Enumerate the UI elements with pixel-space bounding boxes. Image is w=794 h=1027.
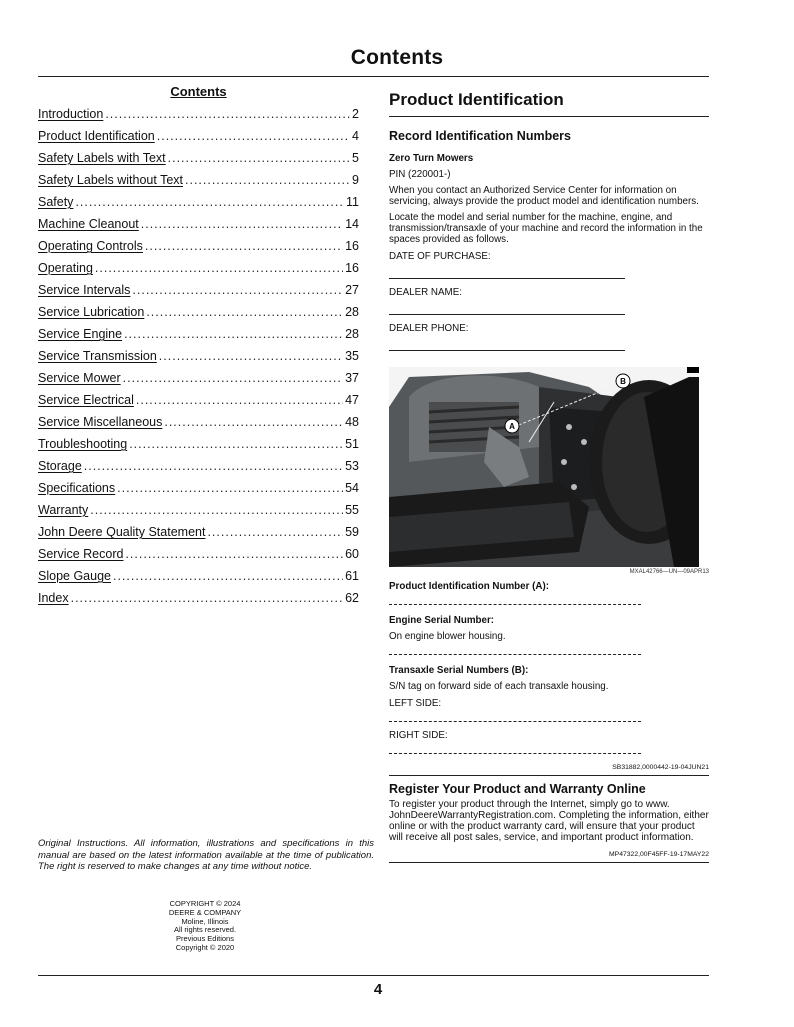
dealer-phone-line	[389, 350, 625, 351]
copyright-line: DEERE & COMPANY	[168, 907, 242, 917]
toc-leader-dots	[157, 129, 350, 143]
date-of-purchase-line	[389, 278, 625, 279]
toc-item[interactable]	[38, 349, 359, 371]
table-of-contents	[38, 84, 359, 613]
toc-item-page: 54	[345, 481, 359, 495]
toc-leader-dots	[132, 283, 343, 297]
toc-item[interactable]	[38, 107, 359, 129]
toc-item[interactable]	[38, 481, 359, 503]
toc-item[interactable]	[38, 525, 359, 547]
toc-item-page: 2	[352, 107, 359, 121]
toc-item[interactable]	[38, 283, 359, 305]
toc-item-page: 62	[345, 591, 359, 605]
toc-item-label[interactable]: Introduction	[38, 107, 104, 121]
toc-item[interactable]	[38, 415, 359, 437]
copyright-block	[150, 900, 260, 953]
pin-range: PIN (220001-)	[389, 169, 451, 180]
toc-leader-dots	[146, 305, 343, 319]
toc-item-label[interactable]: Storage	[38, 459, 82, 473]
toc-heading: Contents	[170, 84, 227, 99]
toc-item-label[interactable]: John Deere Quality Statement	[38, 525, 206, 539]
left-side-blank	[389, 721, 641, 722]
copyright-line: Moline, Illinois	[181, 916, 229, 926]
engine-serial-blank	[389, 654, 641, 655]
toc-item-label[interactable]: Service Transmission	[38, 349, 157, 363]
toc-item-page: 11	[346, 195, 359, 209]
toc-item[interactable]	[38, 305, 359, 327]
toc-leader-dots	[123, 371, 343, 385]
toc-item-page: 53	[345, 459, 359, 473]
register-title: Register Your Product and Warranty Online	[389, 782, 646, 796]
section-rule	[389, 116, 709, 117]
toc-leader-dots	[105, 107, 350, 121]
section-reference-code: SB31882,0000442-19-04JUN21	[612, 764, 709, 771]
dealer-name-line	[389, 314, 625, 315]
toc-item-label[interactable]: Safety	[38, 195, 74, 209]
left-side-label: LEFT SIDE:	[389, 698, 442, 709]
toc-item-label[interactable]: Product Identification	[38, 129, 155, 143]
toc-item[interactable]	[38, 217, 359, 239]
toc-leader-dots	[75, 195, 344, 209]
toc-leader-dots	[141, 217, 343, 231]
right-side-blank	[389, 753, 641, 754]
mower-engine-figure	[389, 367, 699, 567]
footer-rule	[38, 975, 709, 976]
section-title: Product Identification	[389, 90, 564, 109]
toc-item-page: 16	[345, 239, 359, 253]
toc-item-label[interactable]: Troubleshooting	[38, 437, 128, 451]
toc-item-label[interactable]: Service Lubrication	[38, 305, 145, 319]
toc-item[interactable]	[38, 239, 359, 261]
transaxle-serial-note: S/N tag on forward side of each transaxle housing.	[389, 681, 609, 692]
toc-item-page: 59	[345, 525, 359, 539]
engine-serial-label: Engine Serial Number:	[389, 615, 495, 626]
toc-item-page: 28	[345, 327, 359, 341]
toc-item-page: 5	[352, 151, 359, 165]
toc-item[interactable]	[38, 327, 359, 349]
toc-leader-dots	[145, 239, 343, 253]
toc-item-label[interactable]: Service Electrical	[38, 393, 134, 407]
toc-item[interactable]	[38, 261, 359, 283]
toc-item-page: 60	[345, 547, 359, 561]
toc-item[interactable]	[38, 371, 359, 393]
toc-item[interactable]	[38, 503, 359, 525]
model-name: Zero Turn Mowers	[389, 153, 474, 164]
toc-item-page: 55	[345, 503, 359, 517]
toc-item-label[interactable]: Service Engine	[38, 327, 123, 341]
toc-list	[38, 107, 359, 613]
toc-item[interactable]	[38, 129, 359, 151]
copyright-line: All rights reserved.	[173, 925, 237, 935]
toc-item-page: 27	[345, 283, 359, 297]
dealer-phone-label: DEALER PHONE:	[389, 323, 469, 334]
toc-item-page: 9	[352, 173, 359, 187]
transaxle-serial-label: Transaxle Serial Numbers (B):	[389, 665, 529, 676]
toc-item-label[interactable]: Safety Labels with Text	[38, 151, 166, 165]
toc-item[interactable]	[38, 459, 359, 481]
toc-leader-dots	[185, 173, 350, 187]
header-rule	[38, 76, 709, 77]
figure-caption: MXAL42766—UN—09APR13	[629, 569, 709, 575]
pin-blank	[389, 604, 641, 605]
original-instructions-notice: Original Instructions. All information, illustrations and specifications in this manual are based on the latest information available at the time of publication. The right is reserved to make changes at any time without notice.	[38, 838, 374, 872]
register-end-rule	[389, 862, 709, 863]
toc-item-label[interactable]: Operating Controls	[38, 239, 143, 253]
toc-item[interactable]	[38, 151, 359, 173]
toc-item[interactable]	[38, 195, 359, 217]
callout-b: B	[620, 377, 626, 386]
toc-item-page: 14	[345, 217, 359, 231]
toc-leader-dots	[84, 459, 343, 473]
toc-item-label[interactable]: Warranty	[38, 503, 89, 517]
locate-paragraph: Locate the model and serial number for the machine, engine, and transmission/transaxle of your machine and record the information in the spaces provided as follows.	[389, 212, 703, 245]
toc-item-label[interactable]: Index	[38, 591, 69, 605]
toc-leader-dots	[71, 591, 344, 605]
toc-item-page: 47	[345, 393, 359, 407]
toc-item-label[interactable]: Service Mower	[38, 371, 121, 385]
toc-item[interactable]	[38, 547, 359, 569]
register-text: To register your product through the Internet, simply go to www. JohnDeereWarrantyRegistration.com. Completing the information, either online or with the product warranty card, will ensure that your product will receive all post sales, service, and important product information.	[389, 799, 709, 843]
toc-leader-dots	[117, 481, 343, 495]
toc-item-page: 16	[345, 261, 359, 275]
toc-leader-dots	[113, 569, 343, 583]
toc-item-label[interactable]: Service Intervals	[38, 283, 131, 297]
toc-item-page: 28	[345, 305, 359, 319]
toc-leader-dots	[95, 261, 343, 275]
toc-leader-dots	[136, 393, 343, 407]
copyright-line: COPYRIGHT © 2024	[169, 899, 241, 908]
toc-item-page: 4	[352, 129, 359, 143]
toc-item-page: 51	[345, 437, 359, 451]
toc-item[interactable]	[38, 569, 359, 591]
copyright-line: Previous Editions	[176, 934, 234, 944]
toc-item-label[interactable]: Machine Cleanout	[38, 217, 139, 231]
date-of-purchase-label: DATE OF PURCHASE:	[389, 251, 491, 262]
toc-item[interactable]	[38, 173, 359, 195]
toc-item[interactable]	[38, 437, 359, 459]
toc-leader-dots	[164, 415, 343, 429]
callout-a: A	[509, 422, 515, 431]
page-number-container	[0, 981, 748, 998]
engine-serial-note: On engine blower housing.	[389, 631, 506, 642]
right-side-label: RIGHT SIDE:	[389, 730, 448, 741]
toc-leader-dots	[125, 547, 343, 561]
toc-leader-dots	[129, 437, 343, 451]
toc-item-page: 61	[345, 569, 359, 583]
toc-leader-dots	[90, 503, 343, 517]
toc-item-label[interactable]: Safety Labels without Text	[38, 173, 183, 187]
register-reference-code: MP47322,00F45FF-19-17MAY22	[609, 851, 709, 858]
toc-leader-dots	[207, 525, 343, 539]
toc-item[interactable]	[38, 393, 359, 415]
toc-item-label[interactable]: Slope Gauge	[38, 569, 111, 583]
copyright-line: Copyright © 2020	[175, 942, 235, 952]
page-number: 4	[373, 981, 383, 998]
toc-item-label[interactable]: Service Record	[38, 547, 124, 561]
toc-leader-dots	[124, 327, 343, 341]
intro-paragraph: When you contact an Authorized Service Center for information on servicing, always provide the product model and identification numbers.	[389, 185, 699, 207]
product-identification-section	[389, 90, 709, 863]
toc-item-page: 35	[345, 349, 359, 363]
record-numbers-title: Record Identification Numbers	[389, 129, 571, 143]
toc-item-label[interactable]: Operating	[38, 261, 93, 275]
pin-label: Product Identification Number (A):	[389, 581, 550, 592]
toc-item-label[interactable]: Specifications	[38, 481, 116, 495]
mower-illustration	[389, 367, 699, 567]
toc-item-label[interactable]: Service Miscellaneous	[38, 415, 163, 429]
toc-leader-dots	[159, 349, 343, 363]
page-title: Contents	[350, 46, 444, 69]
dealer-name-label: DEALER NAME:	[389, 287, 462, 298]
toc-leader-dots	[168, 151, 350, 165]
toc-item-page: 48	[345, 415, 359, 429]
toc-item-page: 37	[345, 371, 359, 385]
toc-item[interactable]	[38, 591, 359, 613]
section-end-rule	[389, 775, 709, 776]
